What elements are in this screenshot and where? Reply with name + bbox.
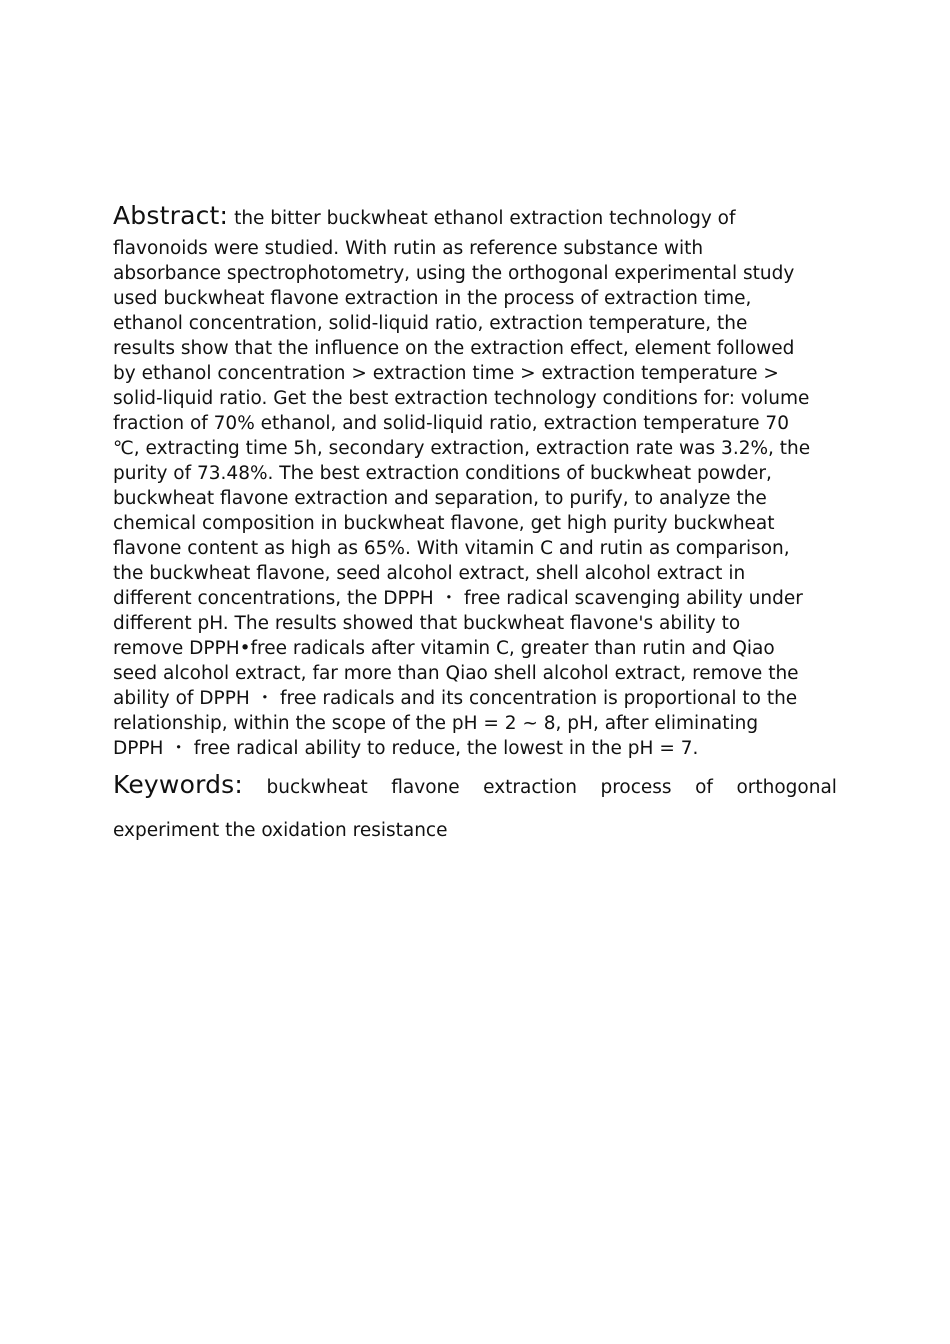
- abstract-first-line: [113, 198, 837, 237]
- abstract-line: the buckwheat flavone, seed alcohol extract, shell alcohol extract in: [113, 563, 746, 584]
- abstract-line: flavone content as high as 65%. With vitamin C and rutin as comparison,: [113, 538, 790, 559]
- abstract-line: buckwheat flavone extraction and separation, to purify, to analyze the: [113, 488, 767, 509]
- keywords-first-line: [113, 770, 837, 804]
- abstract-line: ethanol concentration, solid-liquid ratio, extraction temperature, the: [113, 313, 748, 334]
- keywords-second-line: experiment the oxidation resistance: [113, 820, 448, 841]
- abstract-line: solid-liquid ratio. Get the best extraction technology conditions for: volume: [113, 388, 810, 409]
- keyword-word: process: [600, 777, 672, 798]
- keyword-word: buckwheat: [266, 777, 368, 798]
- abstract-line: flavonoids were studied. With rutin as reference substance with: [113, 238, 704, 259]
- abstract-first-text: the bitter buckwheat ethanol extraction technology of: [234, 208, 736, 229]
- keyword-word: orthogonal: [736, 777, 837, 798]
- abstract-line: seed alcohol extract, far more than Qiao shell alcohol extract, remove the: [113, 663, 799, 684]
- abstract-label: Abstract:: [113, 201, 229, 230]
- document-content: [113, 198, 837, 843]
- abstract-line: DPPH ・ free radical ability to reduce, the lowest in the pH = 7.: [113, 738, 699, 759]
- keywords-label: Keywords:: [113, 770, 244, 799]
- abstract-line: by ethanol concentration > extraction time > extraction temperature >: [113, 363, 779, 384]
- abstract-line: purity of 73.48%. The best extraction conditions of buckwheat powder,: [113, 463, 772, 484]
- abstract-line: ability of DPPH ・ free radicals and its concentration is proportional to the: [113, 688, 798, 709]
- keyword-word: flavone: [391, 777, 460, 798]
- keyword-word: extraction: [483, 777, 577, 798]
- abstract-line: absorbance spectrophotometry, using the orthogonal experimental study: [113, 263, 795, 284]
- abstract-line: chemical composition in buckwheat flavone, get high purity buckwheat: [113, 513, 775, 534]
- abstract-line: results show that the influence on the extraction effect, element followed: [113, 338, 795, 359]
- abstract-line: fraction of 70% ethanol, and solid-liquid ratio, extraction temperature 70: [113, 413, 789, 434]
- abstract-section: [113, 198, 837, 761]
- abstract-line: remove DPPH•free radicals after vitamin C, greater than rutin and Qiao: [113, 638, 775, 659]
- keyword-word: of: [695, 777, 713, 798]
- abstract-line: different pH. The results showed that buckwheat flavone's ability to: [113, 613, 741, 634]
- abstract-line: different concentrations, the DPPH ・ free radical scavenging ability under: [113, 588, 803, 609]
- abstract-line: used buckwheat flavone extraction in the process of extraction time,: [113, 288, 752, 309]
- keywords-section: [113, 770, 837, 843]
- abstract-line: ℃, extracting time 5h, secondary extraction, extraction rate was 3.2%, the: [113, 438, 811, 459]
- abstract-line: relationship, within the scope of the pH = 2 ~ 8, pH, after eliminating: [113, 713, 759, 734]
- abstract-body: [113, 236, 837, 761]
